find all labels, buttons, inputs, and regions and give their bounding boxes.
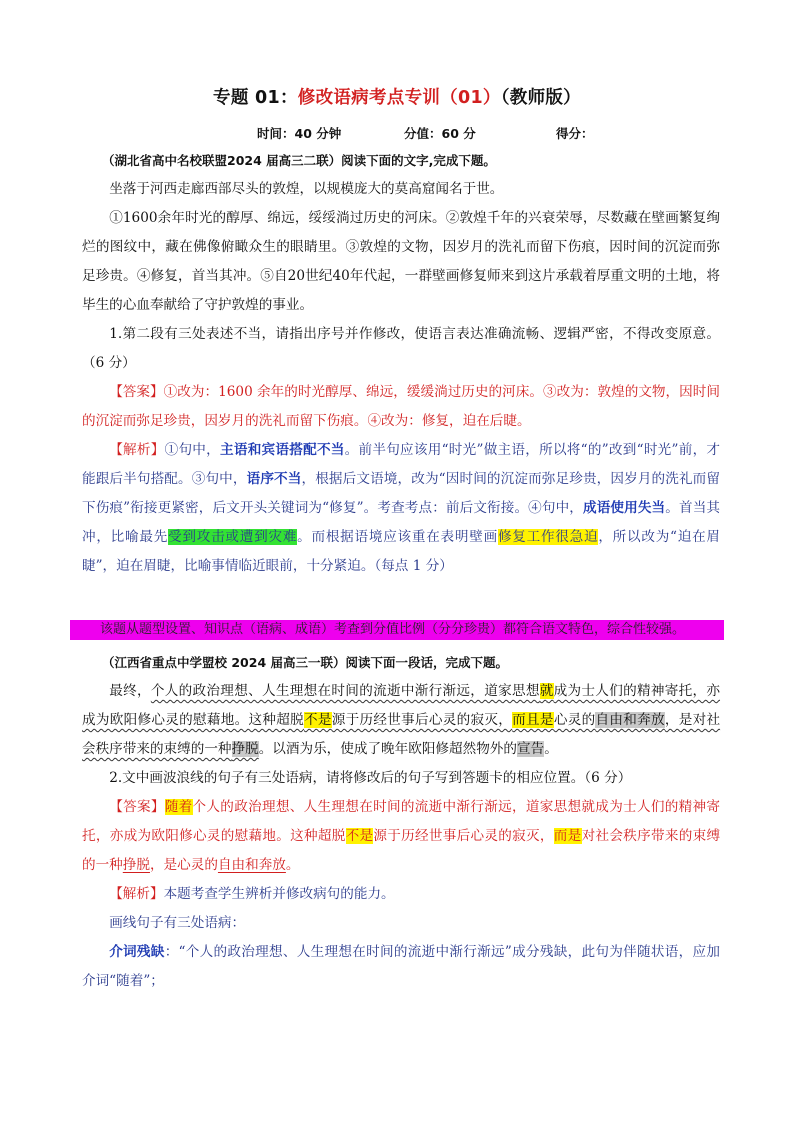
analysis-keypoint: 成语使用失当: [583, 500, 666, 516]
title-main: 修改语病考点专训（01）: [297, 88, 501, 108]
q1-answer: [82, 378, 720, 436]
q1-passage-para1: 坐落于河西走廊西部尽头的敦煌，以规模庞大的莫高窟闻名于世。: [109, 181, 504, 197]
q1-answer-text: ①改为：1600 余年的时光醇厚、绵远，缓缓淌过历史的河床。③改为：敦煌的文物，因时间的沉淀而弥足珍贵，因岁月的洗礼而留下伤痕。④改为：修复，迫在后睫。: [82, 384, 720, 429]
time-label: 时间：40 分钟: [257, 126, 342, 141]
q2-analysis-label: 【解析】: [109, 886, 164, 902]
question-1-section: [82, 146, 720, 581]
q1-analysis: [82, 436, 720, 581]
q1-passage-para2: ①1600余年时光的醇厚、绵远，绥绥淌过历史的河床。②敦煌千年的兴衰荣辱，尽数藏在壁画繁复绚烂的图纹中，藏在佛像俯瞰众生的眼睛里。③敦煌的文物，因岁月的洗礼而留下伤痕，因时间的沉淀而弥足珍贵。④修复，首当其冲。⑤自20世纪40年代起，一群壁画修复师来到这片承载着厚重文明的土地，将毕生的心血奉献给了守护敦煌的事业。: [82, 210, 720, 313]
analysis-keypoint: 语序不当: [246, 471, 302, 487]
highlight-gray: 宣告: [517, 741, 545, 757]
analysis-text: 。前半句应该用“时光”做主语，所以将“的”改到“时光”前，才能跟后半句搭配。③句中，: [82, 442, 721, 487]
page-title: [0, 84, 794, 109]
q1-question: 1.第二段有三处表述不当，请指出序号并作修改，使语言表达准确流畅、逻辑严密，不得改变原意。（6 分）: [82, 326, 720, 371]
passage-text: 。以酒为乐，使成了晚年欧阳修超然物外的: [258, 741, 517, 757]
passage-text: 成为士人们的精神寄托，亦成为欧阳修心灵的慰藉地。这种超脱: [82, 683, 721, 728]
q1-analysis-label: 【解析】: [109, 442, 165, 458]
q2-analysis: [82, 880, 720, 909]
highlight-green: 受到攻击或遭到灾难: [168, 529, 298, 545]
answer-text: ，是心灵的: [149, 857, 218, 873]
highlight-yellow: 修复工作很急迫: [497, 529, 599, 545]
underlined-text: 挣脱: [122, 857, 150, 873]
answer-text: 。: [285, 857, 300, 873]
highlight-yellow: 而且是: [512, 712, 554, 728]
highlight-gray: 自由和奔放: [595, 712, 665, 728]
analysis-keypoint: 主语和宾语搭配不当: [220, 442, 345, 458]
highlight-yellow: 就: [539, 683, 554, 699]
q2-source: （江西省重点中学盟校 2024 届高三一联）阅读下面一段话，完成下题。: [102, 655, 508, 670]
q2-answer: [82, 793, 720, 880]
note-highlight-bar: 该题从题型设置、知识点（语病、成语）考查到分值比例（分分珍贵）都符合语文特色，综合性较强。: [70, 620, 724, 640]
q2-line-intro: 画线句子有三处语病：: [109, 915, 246, 931]
highlight-yellow: 不是: [304, 712, 332, 728]
passage-text: 。: [544, 741, 558, 757]
q1-answer-label: 【答案】: [109, 384, 164, 400]
title-suffix: （教师版）: [500, 88, 581, 108]
q2-answer-label: 【答案】: [109, 799, 165, 815]
analysis-text: ，所以改为“迫在眉睫”，迫在眉睫，比喻事情临近眼前，十分紧迫。（每点 1 分）: [82, 529, 721, 574]
passage-text: 个人的政治理想、人生理想在时间的流逝中渐行渐远，道家思想: [150, 683, 540, 699]
highlight-gray: 挣脱: [231, 741, 259, 757]
answer-text: 个人的政治理想、人生理想在时间的流逝中渐行渐远，道家思想就成为士人们的精神寄托，亦成为欧阳修心灵的慰藉地。这种超脱: [82, 799, 721, 844]
analysis-text: ：“个人的政治理想、人生理想在时间的流逝中渐行渐远”成分残缺，此句为伴随状语，应加介词“随着”；: [82, 944, 720, 989]
passage-text: 源于历经世事后心灵的寂灭，: [331, 712, 513, 728]
passage-text: 心灵的: [553, 712, 596, 728]
analysis-text: 。而根据语境应该重在表明壁画: [297, 529, 498, 545]
passage-text: 最终，: [109, 683, 151, 699]
q2-passage: [82, 677, 720, 764]
answer-text: 源于历经世事后心灵的寂灭，: [373, 828, 554, 844]
analysis-keypoint: 介词残缺: [109, 944, 165, 960]
passage-text: ，是对社会秩序带来的束缚的一种: [82, 712, 721, 757]
answer-text: 对社会秩序带来的束缚的一种: [82, 828, 721, 873]
got-label: 得分：: [556, 126, 594, 141]
analysis-text: 。首当其冲，比喻最先: [82, 500, 721, 545]
highlight-yellow: 而是: [553, 828, 582, 844]
title-prefix: 专题 01：: [213, 88, 298, 108]
question-2-section: [82, 648, 720, 996]
score-label: 分值：60 分: [404, 126, 476, 141]
q2-question: 2.文中画波浪线的句子有三处语病，请将修改后的句子写到答题卡的相应位置。（6 分）: [109, 770, 632, 786]
q1-source: （湖北省高中名校联盟2024 届高三二联）阅读下面的文字,完成下题。: [102, 153, 496, 168]
analysis-text: 本题考查学生辨析并修改病句的能力。: [163, 886, 395, 902]
analysis-text: ，根据后文语境，改为“因时间的沉淀而弥足珍贵，因岁月的洗礼而留下伤痕”衔接更紧密，后文开头关键词为“修复”。考查考点：前后文衔接。④句中，: [82, 471, 720, 516]
analysis-text: ①句中，: [164, 442, 220, 458]
highlight-yellow: 随着: [164, 799, 193, 815]
underlined-text: 自由和奔放: [217, 857, 286, 873]
q2-point-1: [82, 938, 720, 996]
highlight-yellow: 不是: [345, 828, 374, 844]
